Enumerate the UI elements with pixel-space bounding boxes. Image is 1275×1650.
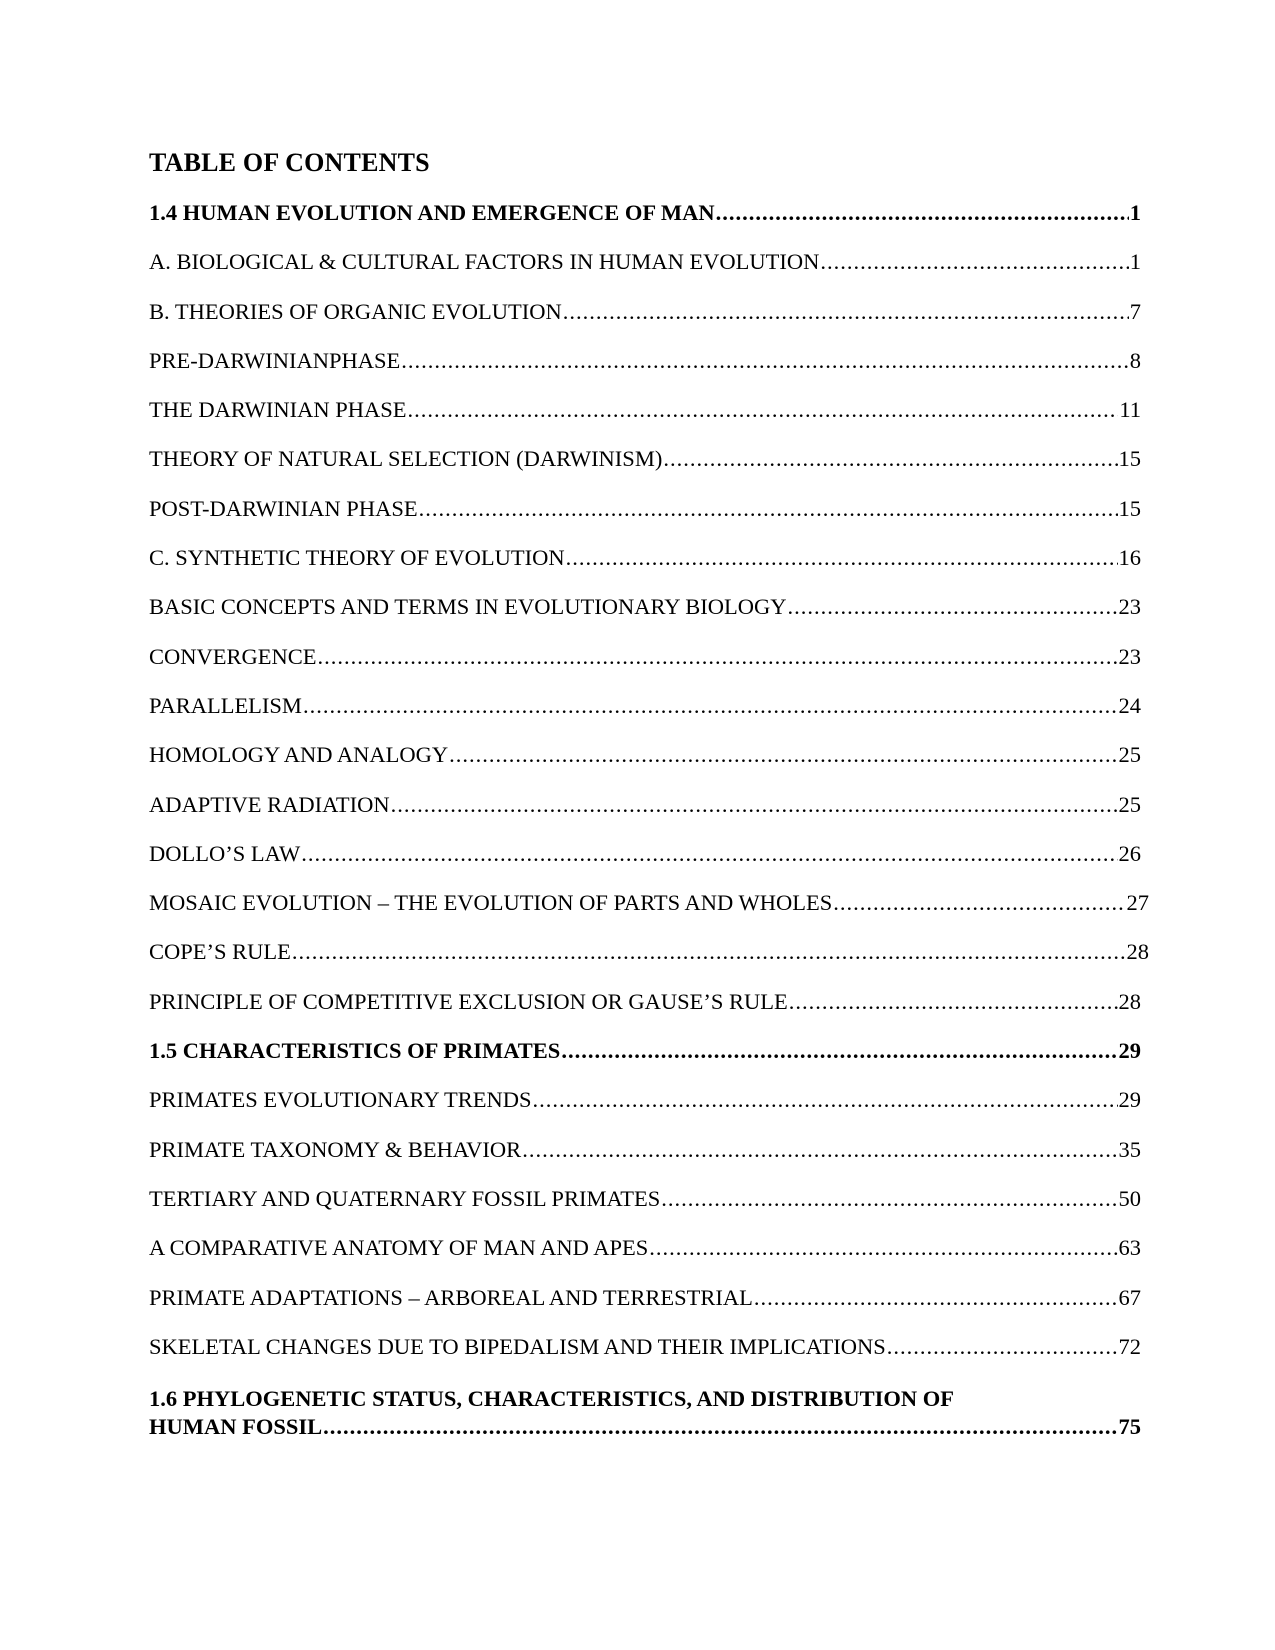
- toc-entry-label: THEORY OF NATURAL SELECTION (DARWINISM): [149, 446, 663, 472]
- dot-leader: [563, 299, 1129, 325]
- dot-leader: [408, 397, 1119, 423]
- toc-entry-label: BASIC CONCEPTS AND TERMS IN EVOLUTIONARY BIOLOGY: [149, 594, 787, 620]
- toc-entry-label: A. BIOLOGICAL & CULTURAL FACTORS IN HUMAN EVOLUTION: [149, 249, 820, 275]
- toc-entry-label: TERTIARY AND QUATERNARY FOSSIL PRIMATES: [149, 1185, 661, 1211]
- dot-leader: [303, 693, 1118, 719]
- toc-entry-page-number: 29: [1118, 1038, 1141, 1064]
- dot-leader: [401, 348, 1128, 374]
- toc-entry[interactable]: [149, 1385, 1141, 1441]
- toc-entry[interactable]: [149, 446, 1141, 495]
- toc-entry-label: MOSAIC EVOLUTION – THE EVOLUTION OF PARTS AND WHOLES: [149, 890, 833, 916]
- toc-list: [149, 200, 1149, 1441]
- toc-entry[interactable]: [149, 594, 1141, 643]
- dot-leader: [449, 742, 1117, 768]
- toc-entry[interactable]: [149, 644, 1141, 693]
- toc-entry-line2: [149, 1413, 1141, 1441]
- toc-entry-label: PRIMATES EVOLUTIONARY TRENDS: [149, 1087, 532, 1113]
- toc-entry[interactable]: [149, 1285, 1141, 1334]
- toc-entry[interactable]: [149, 200, 1141, 249]
- toc-entry-page-number: 8: [1129, 347, 1141, 373]
- dot-leader: [833, 890, 1125, 916]
- toc-entry-page-number: 75: [1118, 1414, 1141, 1440]
- toc-entry-label: PARALLELISM: [149, 692, 302, 718]
- toc-entry[interactable]: [149, 693, 1141, 742]
- toc-entry-label: COPE’S RULE: [149, 939, 291, 965]
- toc-entry-page-number: 25: [1118, 791, 1141, 817]
- toc-entry-page-number: 16: [1118, 545, 1141, 571]
- toc-entry-label: POST-DARWINIAN PHASE: [149, 495, 418, 521]
- toc-entry-page-number: 26: [1118, 840, 1141, 866]
- dot-leader: [788, 594, 1118, 620]
- toc-entry-page-number: 35: [1118, 1136, 1141, 1162]
- toc-entry-page-number: 23: [1118, 643, 1141, 669]
- toc-entry-page-number: 1: [1129, 200, 1141, 225]
- toc-entry-label: HOMOLOGY AND ANALOGY: [149, 742, 449, 768]
- dot-leader: [419, 496, 1118, 522]
- toc-entry-label: SKELETAL CHANGES DUE TO BIPEDALISM AND THEIR IMPLICATIONS: [149, 1333, 886, 1359]
- toc-entry[interactable]: [149, 939, 1149, 988]
- toc-entry[interactable]: [149, 841, 1141, 890]
- toc-entry-label: PRINCIPLE OF COMPETITIVE EXCLUSION OR GAUSE’S RULE: [149, 988, 788, 1014]
- toc-entry-page-number: 15: [1118, 446, 1141, 472]
- toc-title: TABLE OF CONTENTS: [149, 148, 430, 177]
- toc-entry[interactable]: [149, 792, 1141, 841]
- dot-leader: [649, 1235, 1117, 1261]
- toc-entry[interactable]: [149, 989, 1141, 1038]
- toc-entry-label: C. SYNTHETIC THEORY OF EVOLUTION: [149, 545, 565, 571]
- dot-leader: [561, 1038, 1117, 1064]
- dot-leader: [663, 446, 1117, 472]
- toc-entry-page-number: 50: [1118, 1185, 1141, 1211]
- toc-entry[interactable]: [149, 299, 1141, 348]
- toc-entry-label: THE DARWINIAN PHASE: [149, 397, 407, 423]
- toc-entry-page-number: 28: [1118, 988, 1141, 1014]
- toc-entry[interactable]: [149, 348, 1141, 397]
- toc-entry-label: B. THEORIES OF ORGANIC EVOLUTION: [149, 298, 562, 324]
- toc-entry-label: PRIMATE ADAPTATIONS – ARBOREAL AND TERRESTRIAL: [149, 1284, 753, 1310]
- dot-leader: [533, 1087, 1118, 1113]
- toc-entry[interactable]: [149, 742, 1141, 791]
- dot-leader: [716, 200, 1129, 226]
- toc-entry-label: PRIMATE TAXONOMY & BEHAVIOR: [149, 1136, 522, 1162]
- toc-entry[interactable]: [149, 1038, 1141, 1087]
- dot-leader: [522, 1137, 1117, 1163]
- toc-entry-page-number: 29: [1118, 1087, 1141, 1113]
- toc-entry-label-line2: HUMAN FOSSIL: [149, 1414, 323, 1440]
- toc-entry-label: 1.5 CHARACTERISTICS OF PRIMATES: [149, 1038, 561, 1064]
- toc-entry-page-number: 1: [1129, 249, 1141, 275]
- toc-entry[interactable]: [149, 890, 1149, 939]
- dot-leader: [301, 841, 1117, 867]
- toc-entry-label: A COMPARATIVE ANATOMY OF MAN AND APES: [149, 1235, 649, 1261]
- dot-leader: [323, 1413, 1117, 1441]
- toc-entry-page-number: 11: [1119, 397, 1141, 423]
- toc-entry[interactable]: [149, 545, 1141, 594]
- toc-entry-page-number: 24: [1118, 692, 1141, 718]
- toc-page: [149, 148, 1149, 1441]
- dot-leader: [391, 792, 1118, 818]
- dot-leader: [566, 545, 1118, 571]
- toc-entry-page-number: 25: [1118, 742, 1141, 768]
- toc-entry[interactable]: [149, 1334, 1141, 1383]
- toc-entry[interactable]: [149, 1235, 1141, 1284]
- toc-entry[interactable]: [149, 1137, 1141, 1186]
- toc-entry-label: DOLLO’S LAW: [149, 840, 301, 866]
- dot-leader: [754, 1285, 1118, 1311]
- toc-entry-page-number: 27: [1126, 890, 1149, 916]
- dot-leader: [318, 644, 1118, 670]
- dot-leader: [820, 249, 1128, 275]
- toc-entry-label: PRE-DARWINIANPHASE: [149, 347, 401, 373]
- toc-entry[interactable]: [149, 249, 1141, 298]
- toc-entry-page-number: 67: [1118, 1284, 1141, 1310]
- toc-entry-page-number: 28: [1126, 939, 1149, 965]
- toc-entry-page-number: 15: [1118, 495, 1141, 521]
- toc-entry-page-number: 23: [1118, 594, 1141, 620]
- dot-leader: [789, 989, 1118, 1015]
- toc-entry[interactable]: [149, 496, 1141, 545]
- toc-entry-label: CONVERGENCE: [149, 643, 317, 669]
- toc-entry-page-number: 63: [1118, 1235, 1141, 1261]
- toc-entry-label: 1.4 HUMAN EVOLUTION AND EMERGENCE OF MAN: [149, 200, 715, 225]
- dot-leader: [292, 939, 1126, 965]
- toc-entry[interactable]: [149, 1186, 1141, 1235]
- toc-entry-label-line1: 1.6 PHYLOGENETIC STATUS, CHARACTERISTICS, AND DISTRIBUTION OF: [149, 1386, 954, 1412]
- toc-entry[interactable]: [149, 397, 1141, 446]
- toc-entry-page-number: 72: [1118, 1333, 1141, 1359]
- toc-entry-page-number: 7: [1129, 298, 1141, 324]
- toc-entry-label: ADAPTIVE RADIATION: [149, 791, 390, 817]
- dot-leader: [887, 1334, 1118, 1360]
- toc-entry[interactable]: [149, 1087, 1141, 1136]
- dot-leader: [661, 1186, 1117, 1212]
